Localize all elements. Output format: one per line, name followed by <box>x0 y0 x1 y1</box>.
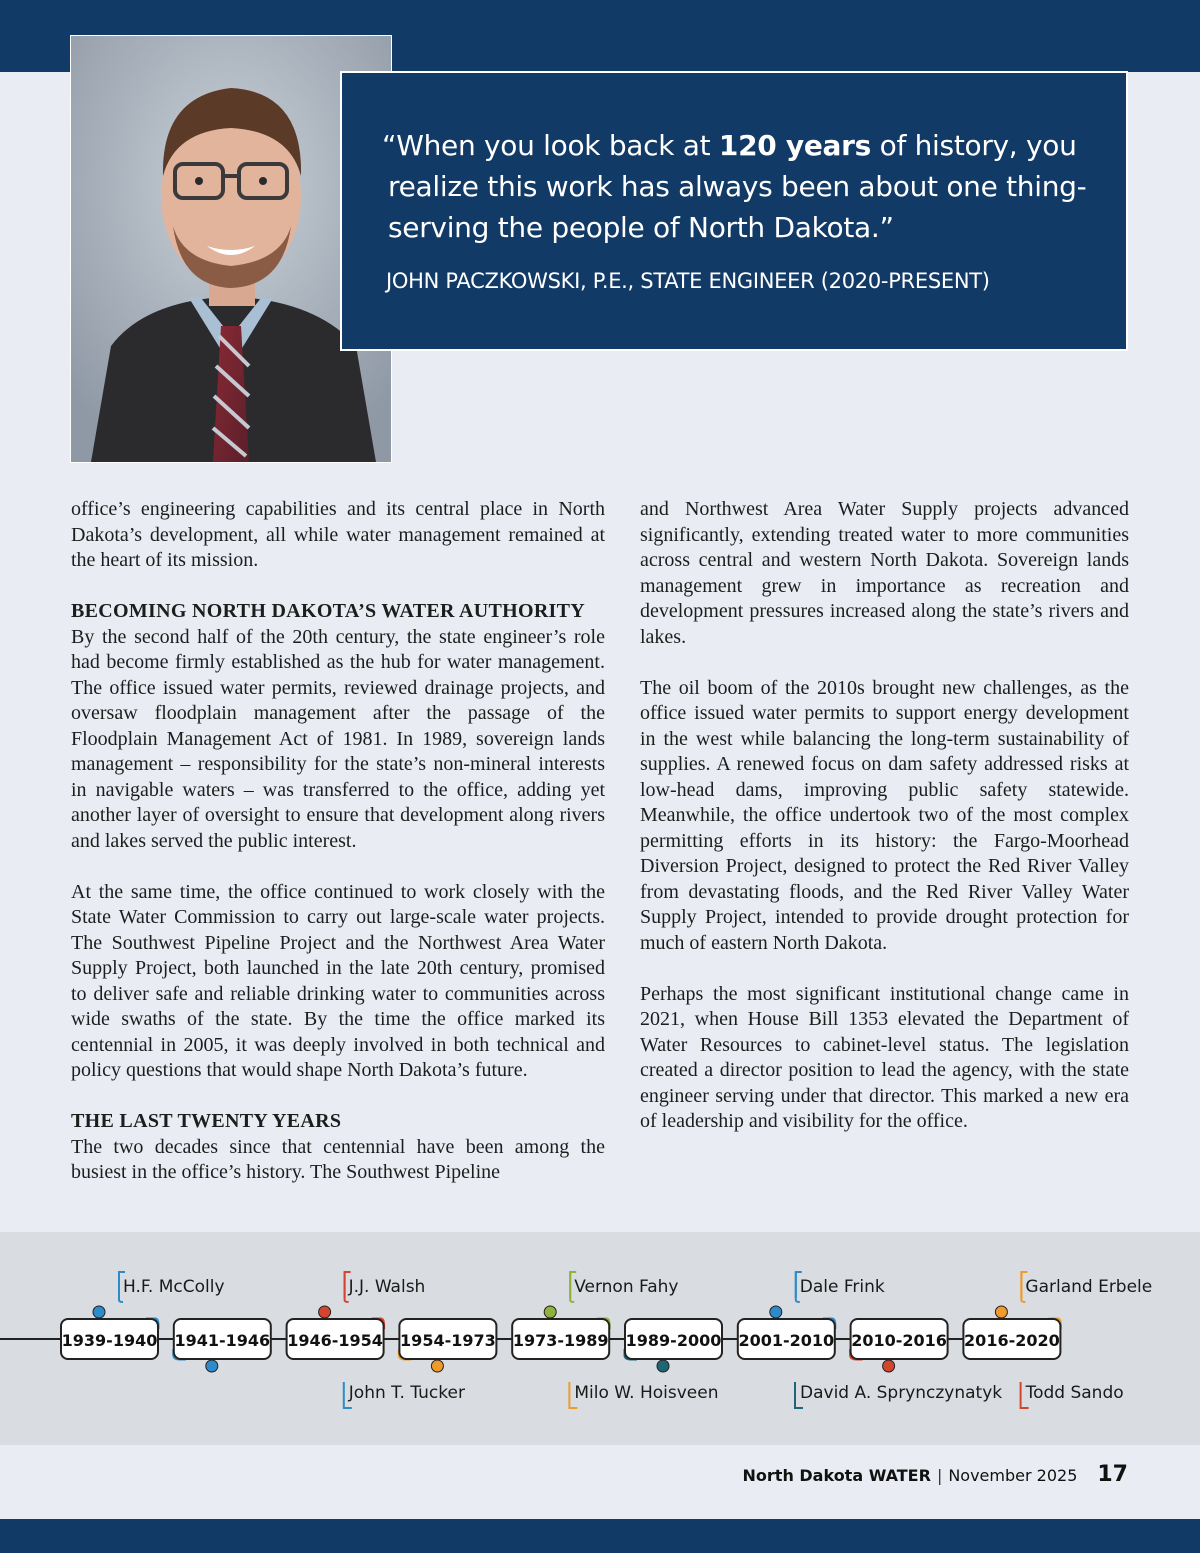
paragraph: The two decades since that centennial have been among the busiest in the office’s history. The Southwest Pipeline <box>71 1135 605 1183</box>
section-heading: BECOMING NORTH DAKOTA’S WATER AUTHORITY <box>71 600 586 622</box>
timeline-dot <box>93 1306 105 1318</box>
article-column-left <box>71 497 605 1211</box>
timeline-dot <box>206 1360 218 1372</box>
timeline-year-label: 2010-2016 <box>851 1331 947 1350</box>
timeline-engineer-name: J.J. Walsh <box>348 1277 426 1297</box>
footer-separator: | <box>936 1466 943 1485</box>
timeline-year-label: 2001-2010 <box>738 1331 835 1350</box>
timeline-dot <box>544 1306 556 1318</box>
paragraph: office’s engineering capabilities and its central place in North Dakota’s development, all while water management remained at the heart of its mission. <box>71 498 605 571</box>
timeline-dot <box>431 1360 443 1372</box>
pull-quote <box>340 71 1128 351</box>
paragraph: and Northwest Area Water Supply projects advanced significantly, extending treated water to more communities across central and western North Dakota. Sovereign lands management grew in importance as recreation and development pressures increased along the state’s rivers and lakes. <box>640 498 1129 648</box>
quote-rest: of history, you <box>871 129 1077 162</box>
quote-attribution: JOHN PACZKOWSKI, P.E., STATE ENGINEER (2020-PRESENT) <box>386 269 990 293</box>
section-heading: THE LAST TWENTY YEARS <box>71 1110 342 1132</box>
timeline-year-label: 1989-2000 <box>625 1331 722 1350</box>
paragraph: At the same time, the office continued to work closely with the State Water Commission to carry out large-scale water projects. The Southwest Pipeline Project and the Northwest Area Water Supply Project, both launched in the late 20th century, promised to deliver safe and reliable drinking water to communities across wide swaths of the state. By the time the office marked its centennial in 2005, it was deeply involved in both technical and policy questions that would shape North Dakota’s future. <box>71 880 605 1081</box>
timeline-engineer-name: Dale Frink <box>799 1277 885 1297</box>
timeline-year-label: 1954-1973 <box>400 1331 496 1350</box>
quote-line-2: realize this work has always been about one thing- <box>388 170 1087 203</box>
paragraph: The oil boom of the 2010s brought new challenges, as the office issued water permits to support energy development in the west while balancing the long-term sustainability of supplies. A renewed focus on dam safety addressed risks at low-head dams, improving public safety statewide. Meanwhile, the office undertook two of the most complex permitting efforts in its history: the Fargo-Moorhead Diversion Project, designed to protect the Red River Valley from devastating floods, and the Red River Valley Water Supply Project, intended to provide drought protection for much of eastern North Dakota. <box>640 676 1129 954</box>
page-number: 17 <box>1097 1462 1128 1487</box>
timeline-year-label: 2016-2020 <box>964 1331 1060 1350</box>
timeline-dot <box>883 1360 895 1372</box>
timeline-year-label: 1973-1989 <box>512 1331 609 1350</box>
quote-line-3: serving the people of North Dakota.” <box>388 211 894 244</box>
timeline-dot <box>995 1306 1007 1318</box>
timeline-engineer-name: H.F. McColly <box>123 1277 225 1297</box>
quote-open: “When you look back at <box>382 129 719 162</box>
timeline-dot <box>657 1360 669 1372</box>
quote-text <box>382 125 1102 248</box>
timeline-dot <box>319 1306 331 1318</box>
footer-band <box>0 1519 1200 1553</box>
quote-bold: 120 years <box>718 129 872 162</box>
timeline-year-label: 1946-1954 <box>287 1331 383 1350</box>
timeline-engineer-name: John T. Tucker <box>348 1383 465 1403</box>
timeline-engineer-name: Milo W. Hoisveen <box>574 1383 719 1403</box>
paragraph: By the second half of the 20th century, the state engineer’s role had become firmly established as the hub for water management. The office issued water permits, reviewed drainage projects, and oversaw floodplain management after the passage of the Floodplain Management Act of 1981. In 1989, sovereign lands management – responsibility for the state’s non-mineral interests in navigable waters – was transferred to the office, adding yet another layer of oversight to ensure that development along rivers and lakes served the public interest. <box>71 625 605 852</box>
timeline-graphic <box>0 1232 1200 1445</box>
timeline-engineer-name: Todd Sando <box>1025 1383 1124 1403</box>
paragraph: Perhaps the most significant institutional change came in 2021, when House Bill 1353 elevated the Department of Water Resources to cabinet-level status. The legislation created a director position to lead the agency, with the state engineer serving under that director. This marked a new era of leadership and visibility for the office. <box>640 982 1129 1132</box>
timeline-year-label: 1939-1940 <box>61 1331 158 1350</box>
timeline-engineer-name: Garland Erbele <box>1025 1277 1153 1297</box>
publication-name: North Dakota WATER <box>742 1466 931 1485</box>
timeline-engineer-name: Vernon Fahy <box>574 1277 679 1297</box>
article-column-right <box>640 497 1129 1160</box>
timeline-engineer-name: David A. Sprynczynatyk <box>800 1383 1003 1403</box>
timeline-year-label: 1941-1946 <box>174 1331 271 1350</box>
state-engineer-timeline <box>0 1232 1200 1445</box>
issue-date: November 2025 <box>948 1466 1078 1485</box>
page-footer <box>743 1462 1128 1487</box>
timeline-dot <box>770 1306 782 1318</box>
